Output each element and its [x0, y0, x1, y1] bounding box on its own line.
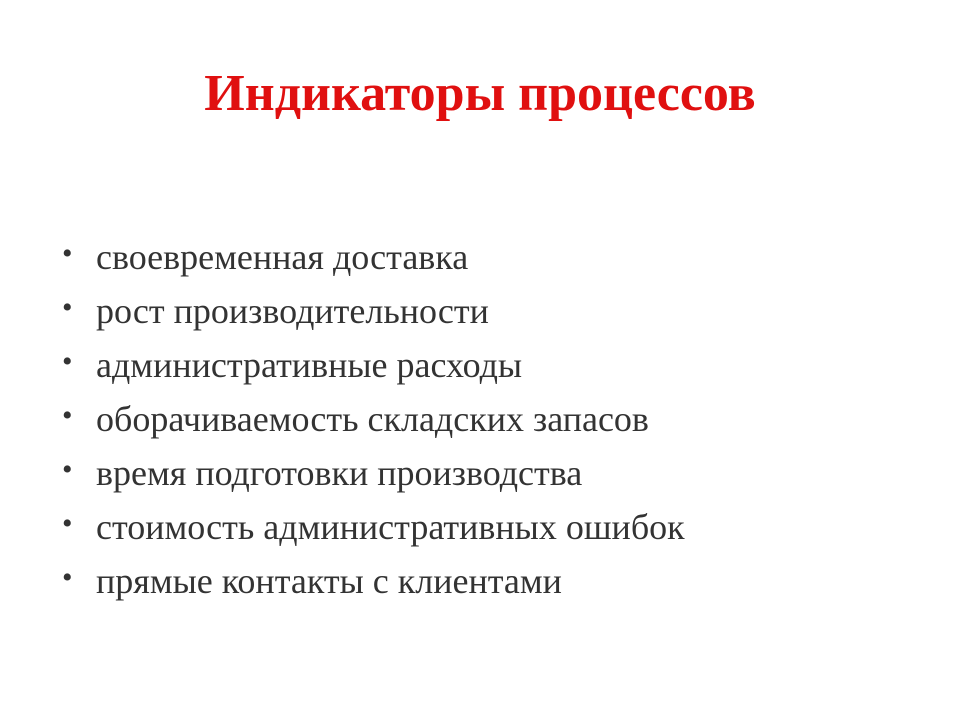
- bullet-text: время подготовки производства: [96, 453, 583, 493]
- bullet-text: прямые контакты с клиентами: [96, 561, 562, 601]
- bullet-text: оборачиваемость складских запасов: [96, 399, 649, 439]
- bullet-icon: •: [62, 345, 73, 378]
- bullet-icon: •: [62, 561, 73, 594]
- list-item: [58, 500, 918, 554]
- bullet-icon: •: [62, 453, 73, 486]
- list-item: [58, 338, 918, 392]
- bullet-icon: •: [62, 291, 73, 324]
- bullet-text: административные расходы: [96, 345, 523, 385]
- list-item: [58, 392, 918, 446]
- list-item: [58, 284, 918, 338]
- bullet-text: рост производительности: [96, 291, 489, 331]
- bullet-list: [58, 230, 918, 608]
- slide-title: Индикаторы процессов: [204, 65, 756, 122]
- list-item: [58, 230, 918, 284]
- list-item: [58, 446, 918, 500]
- bullet-icon: •: [62, 237, 73, 270]
- list-item: [58, 554, 918, 608]
- bullet-text: своевременная доставка: [96, 237, 469, 277]
- bullet-icon: •: [62, 507, 73, 540]
- bullet-icon: •: [62, 399, 73, 432]
- bullet-text: стоимость административных ошибок: [96, 507, 685, 547]
